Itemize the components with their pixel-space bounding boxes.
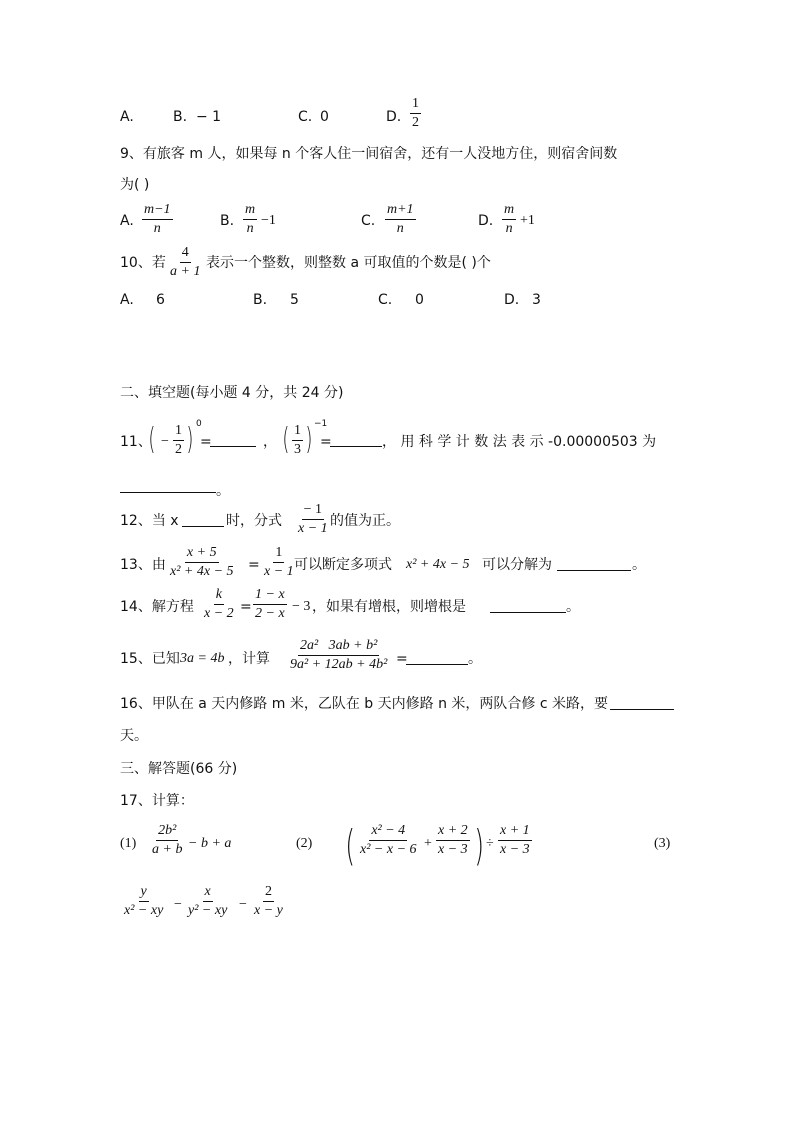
fraction-denominator: a + 1 bbox=[170, 264, 201, 280]
fraction-denominator: x − 1 bbox=[298, 521, 328, 537]
fraction-denominator: 2 − x bbox=[255, 606, 285, 622]
fraction-denominator: x² − x − 6 bbox=[360, 842, 417, 858]
q12-fraction bbox=[296, 502, 330, 537]
q10-option-b-value: 5 bbox=[290, 292, 299, 308]
fraction-denominator: x − 3 bbox=[438, 842, 468, 858]
q10-text: 表示一个整数，则整数 a 可取值的个数是( )个 bbox=[206, 255, 491, 271]
q17-part-3-label: (3) bbox=[654, 836, 671, 851]
fraction-denominator: 3 bbox=[294, 442, 301, 458]
q12 bbox=[120, 502, 520, 540]
q9-text-continued: 为( ) bbox=[120, 177, 150, 193]
right-paren: ) bbox=[305, 422, 313, 457]
fraction-numerator: 1 bbox=[273, 545, 284, 563]
fraction-numerator: 1 bbox=[292, 423, 303, 441]
q15-fraction bbox=[288, 638, 389, 673]
fraction-numerator: 1 bbox=[410, 96, 421, 114]
q15-condition: 3a = 4b bbox=[180, 651, 225, 666]
fraction-numerator: x + 1 bbox=[498, 823, 532, 841]
q17-part-2-fraction-2 bbox=[436, 823, 470, 858]
fraction-numerator: 2b² bbox=[156, 823, 178, 841]
q9-option-b-tail: −1 bbox=[261, 213, 276, 228]
q17-part-2-label: (2) bbox=[296, 836, 313, 851]
q11-minus: − bbox=[161, 434, 169, 449]
q11-eq-1: = bbox=[200, 434, 212, 450]
q8-option-d: D. bbox=[386, 109, 402, 125]
fraction-denominator: 2 bbox=[175, 442, 182, 458]
fraction-numerator: 2a² 3ab + b² bbox=[298, 638, 379, 656]
q17-part-3-fraction-2 bbox=[186, 884, 229, 919]
q9-option-c: C. bbox=[361, 213, 376, 229]
q11 bbox=[120, 418, 680, 464]
q11-answer-blank-1[interactable] bbox=[210, 434, 256, 447]
q15-eq: = bbox=[396, 651, 408, 667]
q17-part-2-divide: ÷ bbox=[486, 836, 494, 851]
q10 bbox=[120, 245, 680, 281]
q11-answer-blank-2[interactable] bbox=[330, 434, 382, 447]
section-2-title: 二、填空题(每小题 4 分，共 24 分) bbox=[120, 385, 344, 401]
q17-part-3-fraction-1 bbox=[122, 884, 165, 919]
q14-answer-blank[interactable] bbox=[490, 600, 566, 613]
q11-end: 。 bbox=[216, 483, 230, 499]
fraction-numerator: x + 5 bbox=[185, 545, 219, 563]
q11-answer-blank-3[interactable] bbox=[120, 480, 216, 493]
q17-part-1-label: (1) bbox=[120, 836, 137, 851]
q15 bbox=[120, 638, 680, 680]
q11-fraction-2 bbox=[292, 423, 303, 458]
fraction-denominator: a + b bbox=[152, 842, 183, 858]
fraction-numerator: 1 − x bbox=[253, 587, 287, 605]
q11-text: ， 用 科 学 计 数 法 表 示 -0.00000503 为 bbox=[382, 434, 657, 450]
q15-mid: ，计算 bbox=[228, 651, 270, 667]
fraction-denominator: x² − xy bbox=[124, 903, 164, 919]
q10-option-d: D. bbox=[504, 292, 520, 308]
q14 bbox=[120, 587, 680, 627]
q10-option-a-value: 6 bbox=[156, 292, 165, 308]
q17-part-2-plus: + bbox=[424, 836, 432, 851]
q13-polynomial: x² + 4x − 5 bbox=[406, 557, 470, 572]
fraction-denominator: x − 2 bbox=[204, 606, 234, 622]
fraction-numerator: y bbox=[139, 884, 149, 902]
q16-text-continued: 天。 bbox=[120, 728, 148, 744]
q11-lead: 11、 bbox=[120, 434, 152, 450]
fraction-numerator: m+1 bbox=[385, 202, 416, 220]
q9-option-c-fraction bbox=[385, 202, 416, 237]
q14-minus-3: − 3 bbox=[292, 599, 311, 614]
q11-exponent-2: −1 bbox=[314, 419, 328, 429]
q9-option-d-fraction bbox=[502, 202, 516, 237]
q12-tail: 的值为正。 bbox=[330, 513, 400, 529]
fraction-denominator: 2 bbox=[412, 115, 419, 131]
q14-fraction-2 bbox=[253, 587, 287, 622]
q10-option-a: A. bbox=[120, 292, 134, 308]
q13-eq: = bbox=[248, 557, 260, 573]
q15-answer-blank[interactable] bbox=[406, 652, 468, 665]
q17-part-2-fraction-3 bbox=[498, 823, 532, 858]
q16-answer-blank[interactable] bbox=[610, 697, 674, 710]
fraction-numerator: m bbox=[502, 202, 516, 220]
fraction-denominator: x² + 4x − 5 bbox=[170, 564, 234, 580]
q17-part-3-minus-2: − bbox=[239, 897, 247, 912]
q17-part-3-fraction-3 bbox=[252, 884, 285, 919]
fraction-denominator: x − 3 bbox=[500, 842, 530, 858]
q14-tail: ，如果有增根，则增根是 bbox=[312, 599, 466, 615]
right-paren: ) bbox=[186, 422, 194, 457]
section-3-title: 三、解答题(66 分) bbox=[120, 761, 238, 777]
fraction-numerator: m−1 bbox=[142, 202, 173, 220]
q13-fraction-1 bbox=[168, 545, 236, 580]
q12-mid: 时，分式 bbox=[226, 513, 282, 529]
fraction-numerator: m bbox=[243, 202, 257, 220]
fraction-denominator: y² − xy bbox=[188, 903, 228, 919]
q10-option-b: B. bbox=[253, 292, 268, 308]
q15-lead: 15、已知 bbox=[120, 651, 180, 667]
fraction-numerator: 1 bbox=[173, 423, 184, 441]
q16-text: 16、甲队在 a 天内修路 m 米，乙队在 b 天内修路 n 米，两队合修 c 米路，要 bbox=[120, 696, 608, 712]
fraction-numerator: 4 bbox=[180, 245, 191, 263]
fraction-numerator: x² − 4 bbox=[369, 823, 407, 841]
q13-lead: 13、由 bbox=[120, 557, 166, 573]
fraction-denominator: n bbox=[396, 221, 404, 237]
q17-part-1-fraction bbox=[150, 823, 184, 858]
q14-end: 。 bbox=[566, 599, 580, 615]
fraction-denominator: 9a² + 12ab + 4b² bbox=[290, 657, 388, 673]
q12-lead: 12、当 x bbox=[120, 513, 179, 529]
fraction-denominator: x − 1 bbox=[264, 564, 294, 580]
q9-option-b: B. bbox=[220, 213, 235, 229]
q10-option-d-value: 3 bbox=[532, 292, 541, 308]
fraction-denominator: x − y bbox=[254, 903, 283, 919]
left-paren: ( bbox=[282, 422, 290, 457]
q9-options bbox=[120, 202, 560, 238]
right-paren: ) bbox=[474, 821, 485, 870]
q10-fraction bbox=[168, 245, 202, 280]
q10-option-c: C. bbox=[378, 292, 393, 308]
q13 bbox=[120, 545, 680, 585]
q9-option-d-tail: +1 bbox=[520, 213, 535, 228]
q8-option-c: C. bbox=[298, 109, 313, 125]
q11-eq-2: = bbox=[320, 434, 332, 450]
q15-end: 。 bbox=[468, 651, 482, 667]
fraction-numerator: x bbox=[203, 884, 213, 902]
q9-text: 9、有旅客 m 人，如果每 n 个客人住一间宿舍，还有一人没地方住，则宿舍间数 bbox=[120, 146, 618, 162]
q16 bbox=[120, 697, 680, 715]
q8-option-b: B. bbox=[173, 109, 188, 125]
q13-mid: 可以断定多项式 bbox=[294, 557, 392, 573]
q14-lead: 14、解方程 bbox=[120, 599, 194, 615]
q17-part-3-minus-1: − bbox=[174, 897, 182, 912]
q13-fraction-2 bbox=[262, 545, 296, 580]
q10-options bbox=[120, 293, 560, 309]
q17-part-1-tail: − b + a bbox=[188, 836, 232, 851]
q17-row-1 bbox=[120, 820, 680, 868]
q8-option-b-value: − 1 bbox=[196, 109, 222, 125]
q11-fraction-1 bbox=[173, 423, 184, 458]
q13-answer-blank[interactable] bbox=[557, 558, 631, 571]
q17-part-2-fraction-1 bbox=[358, 823, 419, 858]
q9-option-a: A. bbox=[120, 213, 134, 229]
q13-tail: 可以分解为 bbox=[482, 557, 552, 573]
q13-end: 。 bbox=[632, 557, 646, 573]
fraction-numerator: − 1 bbox=[302, 502, 324, 520]
q14-fraction-1 bbox=[202, 587, 236, 622]
q9-option-b-fraction bbox=[243, 202, 257, 237]
q17-title: 17、计算： bbox=[120, 793, 194, 809]
q10-lead: 10、若 bbox=[120, 255, 166, 271]
q11-comma: ， bbox=[263, 434, 277, 450]
left-paren: ( bbox=[345, 821, 356, 870]
fraction-denominator: n bbox=[505, 221, 513, 237]
q11-exponent-1: 0 bbox=[196, 419, 202, 429]
fraction-denominator: n bbox=[153, 221, 161, 237]
q8-option-d-fraction bbox=[410, 96, 421, 131]
fraction-numerator: k bbox=[214, 587, 224, 605]
q9-option-a-fraction bbox=[142, 202, 173, 237]
q14-eq: = bbox=[240, 599, 252, 615]
q8-option-c-value: 0 bbox=[320, 109, 329, 125]
q12-answer-blank[interactable] bbox=[182, 514, 224, 527]
fraction-numerator: x + 2 bbox=[436, 823, 470, 841]
fraction-numerator: 2 bbox=[263, 884, 274, 902]
q10-option-c-value: 0 bbox=[415, 292, 424, 308]
q8-option-a: A. bbox=[120, 109, 134, 125]
left-paren: ( bbox=[148, 422, 156, 457]
fraction-denominator: n bbox=[246, 221, 254, 237]
q9-option-d: D. bbox=[478, 213, 494, 229]
q17-row-2 bbox=[120, 884, 420, 928]
